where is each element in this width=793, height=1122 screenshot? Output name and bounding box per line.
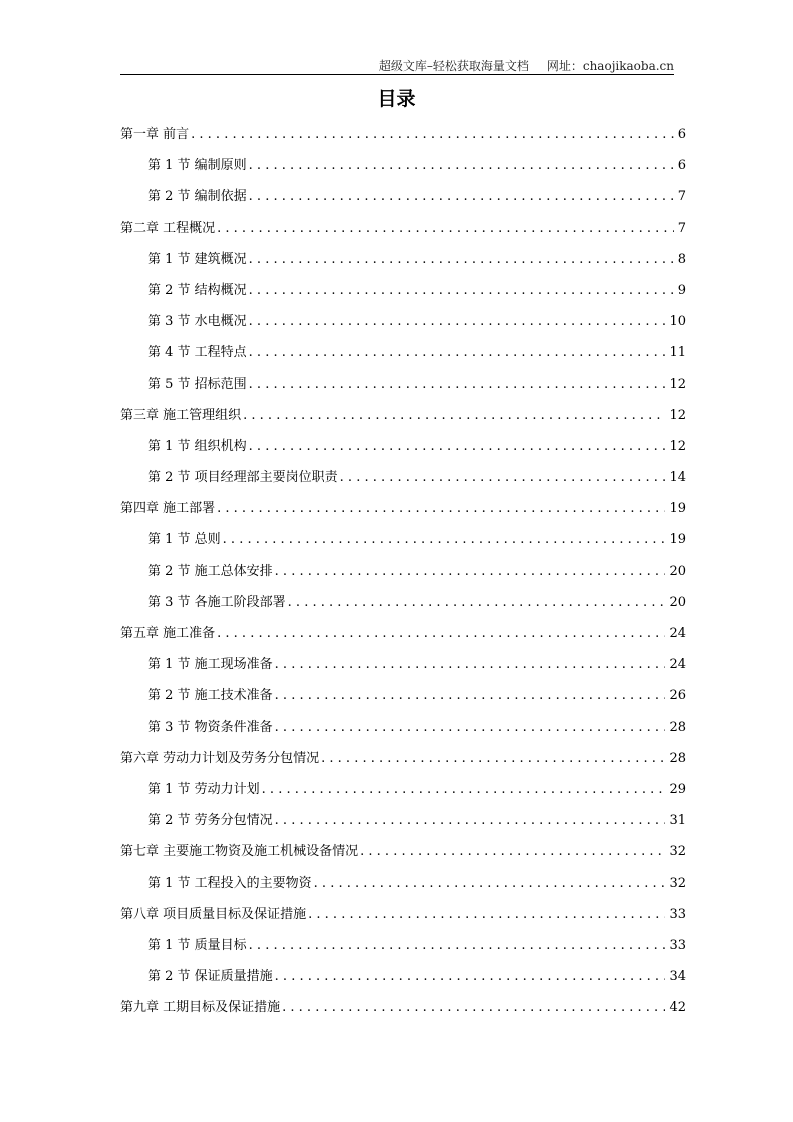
entry-label: 第 2 节 结构概况	[148, 282, 247, 298]
dot-leader	[243, 408, 665, 423]
toc-chapter-entry[interactable]	[120, 217, 686, 248]
entry-label: 第 2 节 劳务分包情况	[148, 813, 273, 829]
entry-label: 第三章 施工管理组织	[120, 407, 242, 423]
toc-section-entry[interactable]	[120, 934, 686, 965]
dot-leader	[275, 969, 666, 984]
dot-leader	[340, 470, 666, 485]
entry-page: 9	[677, 282, 686, 298]
dot-leader	[275, 657, 666, 672]
page-header	[120, 57, 674, 74]
entry-page: 31	[669, 813, 686, 829]
entry-page: 24	[669, 626, 686, 641]
toc-section-entry[interactable]	[120, 248, 686, 279]
dot-leader	[249, 314, 666, 329]
header-site: 超级文库–轻松获取海量文档	[378, 59, 529, 73]
entry-page: 32	[669, 875, 686, 891]
entry-page: 33	[669, 937, 686, 953]
toc-section-entry[interactable]	[120, 466, 686, 497]
entry-page: 12	[669, 376, 686, 392]
entry-label: 第一章 前言	[120, 127, 190, 142]
toc-chapter-entry[interactable]	[120, 903, 686, 934]
toc-section-entry[interactable]	[120, 872, 686, 903]
entry-page: 42	[669, 1000, 686, 1016]
entry-page: 28	[669, 750, 686, 766]
toc-section-entry[interactable]	[120, 965, 686, 996]
entry-page: 19	[669, 501, 686, 517]
entry-page: 6	[677, 158, 686, 174]
entry-page: 33	[669, 906, 686, 922]
toc-section-entry[interactable]	[120, 528, 686, 559]
dot-leader	[217, 221, 674, 236]
entry-page: 12	[669, 438, 686, 454]
entry-label: 第 2 节 编制依据	[148, 189, 247, 205]
dot-leader	[275, 813, 666, 828]
toc-chapter-entry[interactable]	[120, 747, 686, 778]
dot-leader	[217, 626, 665, 641]
dot-leader	[275, 564, 666, 579]
toc-chapter-entry[interactable]	[120, 497, 686, 528]
entry-label: 第 1 节 建筑概况	[148, 251, 247, 267]
header-url: 网址：chaojikaoba.cn	[546, 59, 674, 73]
dot-leader	[249, 377, 666, 392]
dot-leader	[249, 252, 674, 267]
entry-label: 第九章 工期目标及保证措施	[120, 1000, 281, 1016]
entry-label: 第 3 节 物资条件准备	[148, 719, 273, 735]
dot-leader	[249, 158, 674, 173]
entry-label: 第 3 节 各施工阶段部署	[148, 594, 286, 610]
dot-leader	[275, 720, 666, 735]
toc-section-entry[interactable]	[120, 560, 686, 591]
dot-leader	[249, 283, 674, 298]
entry-label: 第 1 节 编制原则	[148, 158, 247, 174]
dot-leader	[249, 345, 666, 360]
entry-page: 32	[669, 844, 686, 860]
entry-label: 第 5 节 招标范围	[148, 376, 247, 392]
entry-page: 8	[677, 251, 686, 267]
toc-section-entry[interactable]	[120, 716, 686, 747]
toc-section-entry[interactable]	[120, 684, 686, 715]
dot-leader	[217, 501, 665, 516]
toc-chapter-entry[interactable]	[120, 996, 686, 1027]
entry-label: 第七章 主要施工物资及施工机械设备情况	[120, 844, 359, 860]
dot-leader	[262, 782, 666, 797]
toc-chapter-entry[interactable]	[120, 404, 686, 435]
entry-page: 12	[669, 407, 686, 423]
dot-leader	[282, 1000, 665, 1015]
dot-leader	[223, 532, 666, 547]
entry-label: 第 4 节 工程特点	[148, 345, 247, 361]
toc-chapter-entry[interactable]	[120, 840, 686, 871]
entry-page: 28	[669, 719, 686, 735]
dot-leader	[308, 907, 665, 922]
toc-section-entry[interactable]	[120, 591, 686, 622]
entry-label: 第 1 节 组织机构	[148, 438, 247, 454]
toc-section-entry[interactable]	[120, 435, 686, 466]
entry-label: 第二章 工程概况	[120, 220, 216, 236]
toc-section-entry[interactable]	[120, 154, 686, 185]
toc-title: 目录	[377, 88, 416, 110]
entry-page: 19	[669, 532, 686, 548]
dot-leader	[321, 751, 665, 766]
toc-section-entry[interactable]	[120, 809, 686, 840]
entry-label: 第 2 节 施工技术准备	[148, 688, 273, 704]
dot-leader	[249, 439, 666, 454]
entry-page: 20	[669, 563, 686, 579]
entry-label: 第 2 节 保证质量措施	[148, 969, 273, 985]
entry-page: 10	[669, 314, 686, 330]
entry-page: 14	[669, 470, 686, 486]
entry-label: 第 1 节 质量目标	[148, 937, 247, 953]
dot-leader	[314, 876, 666, 891]
toc-section-entry[interactable]	[120, 778, 686, 809]
dot-leader	[249, 938, 666, 953]
toc-section-entry[interactable]	[120, 373, 686, 404]
dot-leader	[275, 688, 666, 703]
dot-leader	[191, 127, 674, 142]
entry-page: 11	[669, 345, 686, 361]
entry-label: 第 1 节 工程投入的主要物资	[148, 875, 312, 891]
entry-page: 26	[669, 688, 686, 704]
table-of-contents	[120, 123, 686, 1027]
entry-label: 第 2 节 项目经理部主要岗位职责	[148, 470, 338, 486]
entry-page: 6	[677, 127, 686, 142]
entry-label: 第 1 节 施工现场准备	[148, 657, 273, 673]
entry-page: 34	[669, 969, 686, 985]
entry-label: 第 3 节 水电概况	[148, 314, 247, 330]
toc-section-entry[interactable]	[120, 279, 686, 310]
entry-page: 20	[669, 594, 686, 610]
entry-label: 第五章 施工准备	[120, 626, 216, 641]
entry-page: 24	[669, 657, 686, 673]
toc-chapter-entry[interactable]	[120, 622, 686, 653]
dot-leader	[249, 189, 674, 204]
entry-page: 7	[677, 220, 686, 236]
entry-label: 第八章 项目质量目标及保证措施	[120, 906, 307, 922]
toc-section-entry[interactable]	[120, 185, 686, 216]
entry-label: 第 1 节 总则	[148, 532, 221, 548]
entry-label: 第 2 节 施工总体安排	[148, 563, 273, 579]
toc-section-entry[interactable]	[120, 341, 686, 372]
entry-label: 第六章 劳动力计划及劳务分包情况	[120, 750, 320, 766]
entry-label: 第四章 施工部署	[120, 501, 216, 517]
header-rule	[120, 74, 674, 75]
dot-leader	[288, 595, 666, 610]
toc-section-entry[interactable]	[120, 653, 686, 684]
toc-section-entry[interactable]	[120, 310, 686, 341]
entry-label: 第 1 节 劳动力计划	[148, 781, 260, 797]
entry-page: 29	[669, 781, 686, 797]
toc-chapter-entry[interactable]	[120, 123, 686, 154]
dot-leader	[360, 844, 665, 859]
entry-page: 7	[677, 189, 686, 205]
